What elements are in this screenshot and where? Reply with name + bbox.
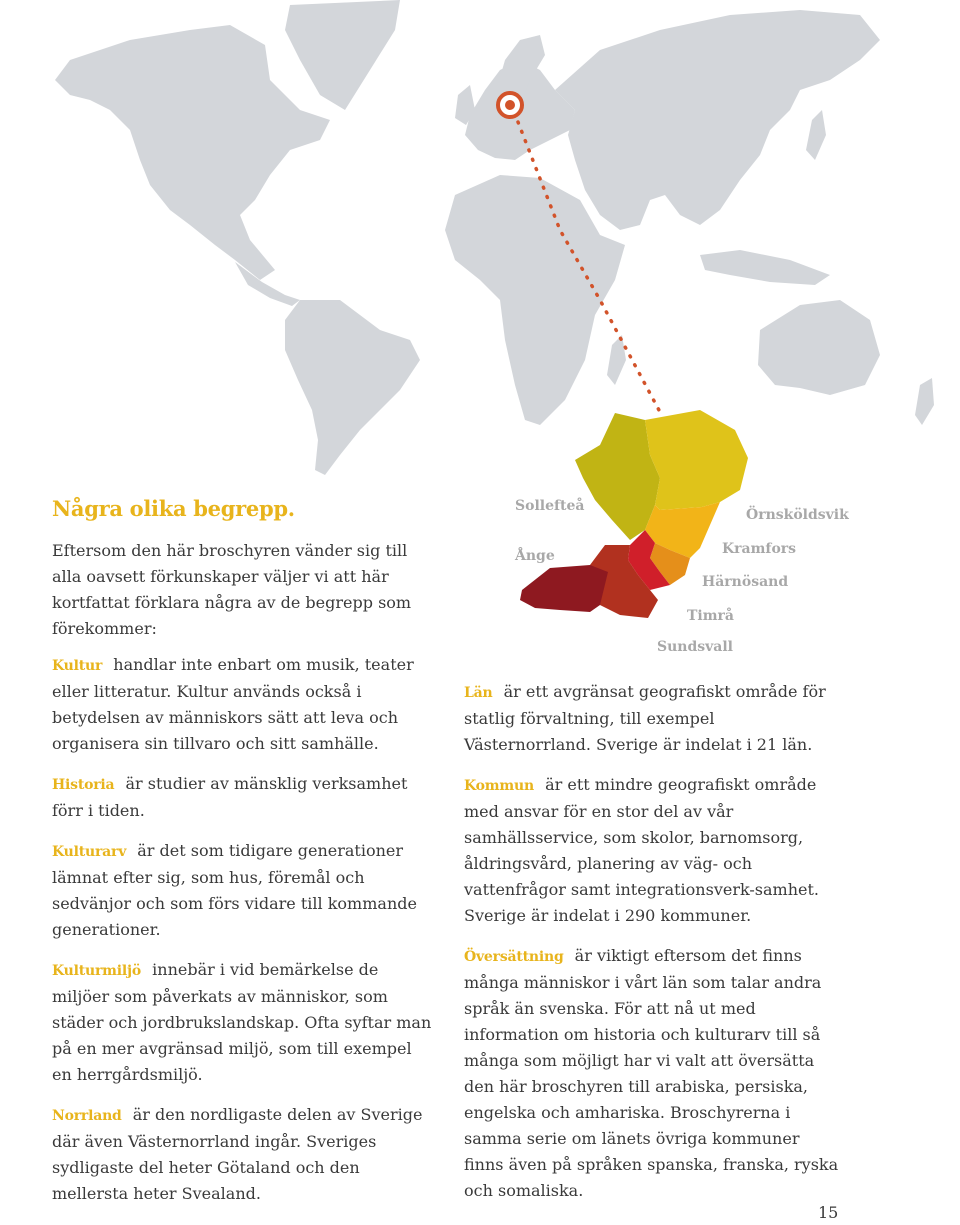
definition-text: handlar inte enbart om musik, teater eller litteratur. Kultur används också i betydelsen av människors sätt att leva och organisera sin tillvaro och sitt samhälle. <box>52 655 414 753</box>
definition-kultur <box>52 652 432 757</box>
definition-kulturmiljo <box>52 957 432 1088</box>
dotted-route-line <box>518 122 660 412</box>
term-label: Kultur <box>52 658 103 674</box>
term-label: Kulturmiljö <box>52 963 142 979</box>
term-label: Norrland <box>52 1108 122 1124</box>
ange-region <box>520 565 608 612</box>
definition-text: är viktigt eftersom det finns många människor i vårt län som talar andra språk än svenska. För att nå ut med information om historia och kulturarv till så många som möjligt har vi valt att översätta den här broschyren till arabiska, persiska, engelska och amhariska. Broschyrerna i samma serie om länets övriga kommuner finns även på språken spanska, franska, ryska och somaliska. <box>464 946 839 1200</box>
definition-kommun <box>464 772 844 929</box>
term-label: Historia <box>52 777 115 793</box>
definition-oversattning <box>464 943 844 1204</box>
label-harnosand: Härnösand <box>702 574 789 590</box>
definition-text: är det som tidigare generationer lämnat efter sig, som hus, föremål och sedvänjor och som förs vidare till kommande generationer. <box>52 841 417 939</box>
left-column <box>52 538 432 1221</box>
label-ornskoldsvik: Örnsköldsvik <box>746 507 849 523</box>
label-solleftea: Sollefteå <box>515 498 585 514</box>
term-label: Kommun <box>464 778 534 794</box>
term-label: Översättning <box>464 949 564 965</box>
definition-lan <box>464 679 844 758</box>
label-ange: Ånge <box>515 548 555 564</box>
definition-text: är den nordligaste delen av Sverige där även Västernorrland ingår. Sveriges sydligaste del heter Götaland och den mellersta heter Svealand. <box>52 1105 423 1203</box>
term-label: Kulturarv <box>52 844 127 860</box>
label-sundsvall: Sundsvall <box>657 639 733 655</box>
definition-text: är studier av mänsklig verksamhet förr i tiden. <box>52 774 408 820</box>
definition-text: innebär i vid bemärkelse de miljöer som påverkats av människor, som städer och jordbrukslandskap. Ofta syftar man på en mer avgränsad miljö, som till exempel en herrgårdsmiljö. <box>52 960 432 1084</box>
location-target-icon <box>498 93 522 117</box>
label-timra: Timrå <box>687 608 734 624</box>
definition-text: är ett avgränsat geografiskt område för statlig förvaltning, till exempel Västernorrland. Sverige är indelat i 21 län. <box>464 682 826 754</box>
right-column <box>464 679 844 1218</box>
definition-kulturarv <box>52 838 432 943</box>
definition-norrland <box>52 1102 432 1207</box>
page-heading: Några olika begrepp. <box>52 496 295 521</box>
definition-historia <box>52 771 432 824</box>
definition-text: är ett mindre geografiskt område med ansvar för en stor del av vår samhällsservice, som skolor, barnomsorg, åldringsvård, planering av väg- och vattenfrågor samt integrationsverk-samhet. Sverige är indelat i 290 kommuner. <box>464 775 819 925</box>
page-number: 15 <box>818 1203 839 1222</box>
term-label: Län <box>464 685 493 701</box>
ornskoldsvik-region <box>645 410 748 510</box>
label-kramfors: Kramfors <box>722 541 797 557</box>
intro-paragraph: Eftersom den här broschyren vänder sig till alla oavsett förkunskaper väljer vi att här kortfattat förklara några av de begrepp som förekommer: <box>52 541 412 638</box>
